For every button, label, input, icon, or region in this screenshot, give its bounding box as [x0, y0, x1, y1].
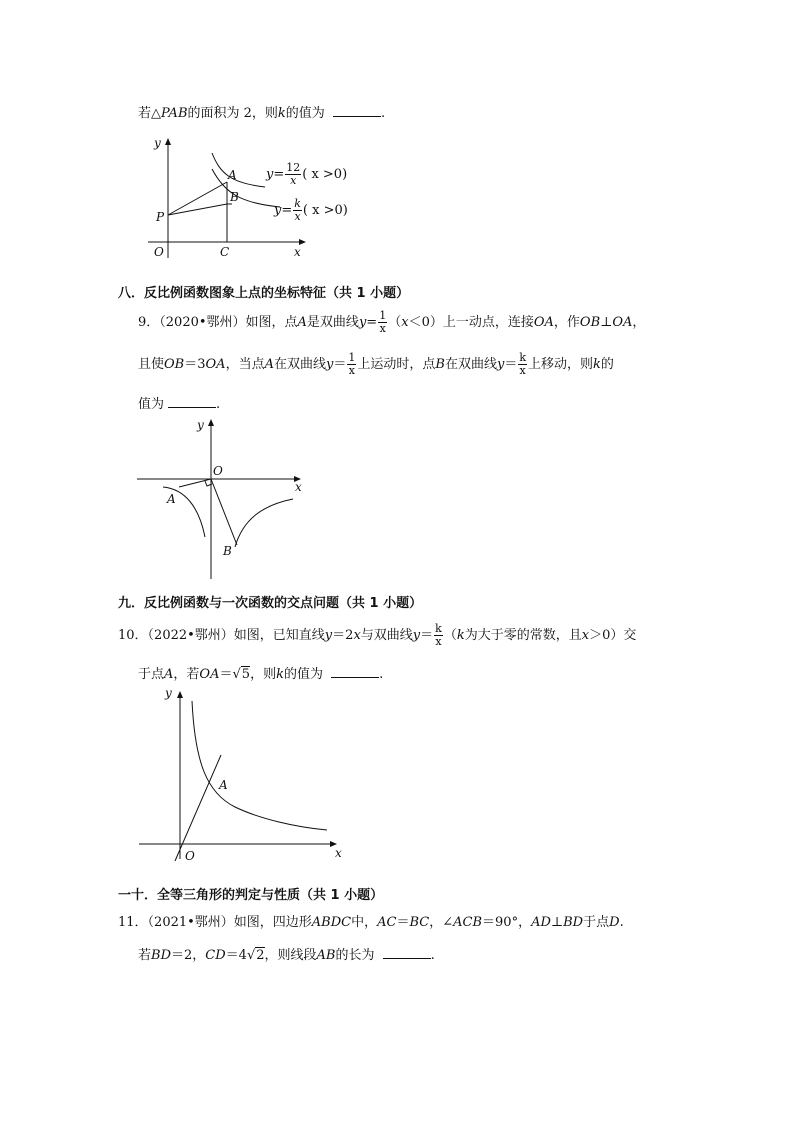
fig1-y-label: y [154, 136, 161, 150]
figure-q9 [135, 415, 310, 585]
section-10-title: 一十．全等三角形的判定与性质（共 1 小题） [118, 888, 384, 903]
fig1-eq2: y= $\frac{k}{x}$ ( x >0) [274, 197, 348, 223]
curve-k-over-x [235, 499, 293, 547]
fig3-y-label: y [165, 686, 172, 700]
fig1-origin: O [154, 245, 164, 259]
answer-blank[interactable] [383, 946, 431, 959]
q9-line1: 9．（2020•鄂州）如图，点A是双曲线y= $\frac{1}{x}$ （x＜0）上一动点，连接OA，作OB⊥OA， [138, 309, 646, 335]
answer-blank[interactable] [333, 104, 381, 117]
section-9-title: 九．反比例函数与一次函数的交点问题（共 1 小题） [118, 596, 423, 611]
fig1-eq1: y= $\frac{12}{x}$ ( x >0) [266, 161, 348, 187]
q11-line2: 若BD＝2，CD＝4√2，则线段AB的长为 . [138, 948, 435, 963]
fig1-a-label: A [228, 168, 237, 182]
fig3-origin: O [185, 849, 195, 863]
fig2-y-label: y [197, 418, 204, 432]
q10-line2: 于点A，若OA＝√5，则k的值为 . [138, 667, 384, 682]
line-y-2x [175, 755, 221, 861]
answer-blank[interactable] [168, 395, 216, 408]
figure-q10 [135, 683, 350, 865]
curve-k-over-x [192, 701, 327, 830]
fig1-p-label: P [156, 210, 165, 224]
q8-tail-line: 若△PAB的面积为 2，则k的值为 . [138, 106, 386, 121]
fig2-a-label: A [167, 492, 176, 506]
fig2-origin: O [213, 464, 223, 478]
fig1-b-label: B [230, 190, 239, 204]
q9-line3: 值为 . [138, 397, 221, 412]
fig2-b-label: B [223, 544, 232, 558]
fig3-a-label: A [219, 778, 228, 792]
answer-blank[interactable] [331, 665, 379, 678]
fig2-x-label: x [295, 480, 302, 494]
section-8-title: 八．反比例函数图象上点的坐标特征（共 1 小题） [118, 286, 410, 301]
fig1-x-label: x [294, 245, 301, 259]
fig1-c-label: C [220, 245, 230, 259]
q11-line1: 11．（2021•鄂州）如图，四边形ABDC中，AC＝BC，∠ACB＝90°，AD⊥BD于点D. [118, 915, 624, 930]
fig3-x-label: x [335, 846, 342, 860]
q10-line1: 10．（2022•鄂州）如图，已知直线y＝2x与双曲线y＝ $\frac{k}{x}$ （k为大于零的常数，且x＞0）交 [118, 622, 637, 648]
q9-line2: 且使OB＝3OA，当点A在双曲线y＝ $\frac{1}{x}$ 上运动时，点B在双曲线y＝ $\frac{k}{x}$ 上移动，则k的 [138, 351, 614, 377]
